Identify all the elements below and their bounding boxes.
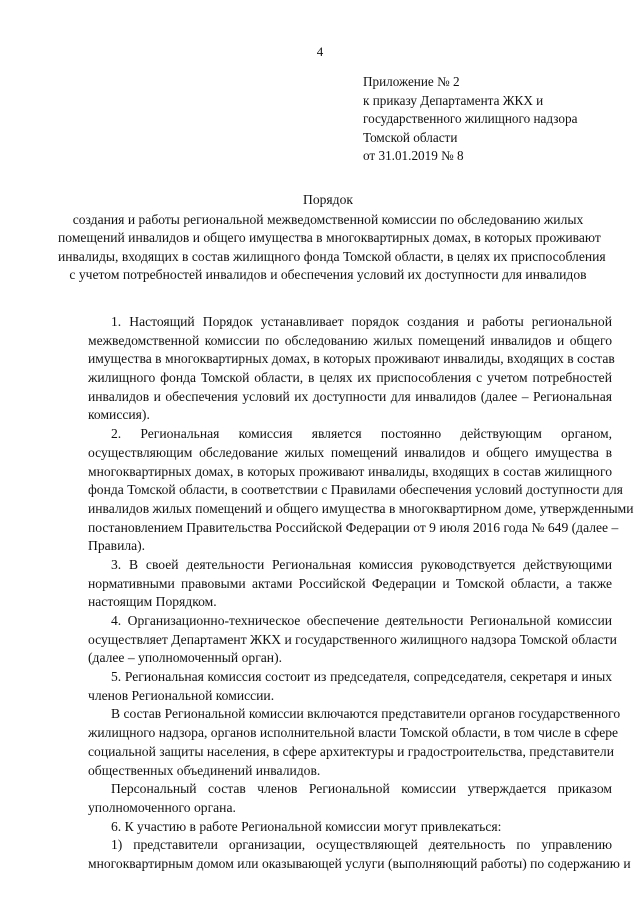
- subtitle-line: с учетом потребностей инвалидов и обеспечения условий их доступности для инвалидов: [69, 266, 587, 282]
- body-line: инвалидов жилых помещений и общего имущества в многоквартирном доме, утвержденными: [88, 500, 634, 516]
- appendix-line: государственного жилищного надзора: [363, 111, 578, 126]
- body-line: инвалидов и обеспечения условий их доступности для инвалидов (далее – Региональная: [88, 388, 612, 404]
- body-line: осуществляющим обследование жилых помещений инвалидов и общего имущества в: [88, 444, 612, 460]
- appendix-block: [363, 73, 577, 166]
- appendix-line: Приложение № 2: [363, 74, 460, 89]
- body-line: 6. К участию в работе Региональной комиссии могут привлекаться:: [111, 818, 502, 834]
- body-line: межведомственной комиссии по обследованию жилых помещений инвалидов и общего: [88, 332, 612, 348]
- body-line: жилищного надзора, органов исполнительной власти Томской области, в том числе в сфере: [88, 725, 619, 741]
- body-line: многоквартирным домом или оказывающей услуги (выполняющий работы) по содержанию и: [88, 855, 631, 871]
- body-line: членов Региональной комиссии.: [88, 687, 275, 703]
- subtitle-line: инвалиды, входящих в состав жилищного фонда Томской области, в целях их приспособления: [58, 248, 606, 264]
- body-line: 4. Организационно-техническое обеспечение деятельности Региональной комиссии: [111, 613, 612, 628]
- body-line: 3. В своей деятельности Региональная комиссия руководствуется действующими: [111, 556, 612, 572]
- body-line: Правила).: [88, 538, 146, 554]
- document-body: [88, 313, 634, 874]
- body-line: 2. Региональная комиссия является постоянно действующим органом,: [111, 426, 612, 442]
- body-line: 1. Настоящий Порядок устанавливает порядок создания и работы региональной: [111, 314, 612, 329]
- title-subtitle: [58, 211, 606, 284]
- body-line: 1) представители организации, осуществляющей деятельность по управлению: [111, 837, 612, 853]
- body-line: социальной защиты населения, в сфере архитектуры и градостроительства, представители: [88, 743, 614, 759]
- body-line: уполномоченного органа.: [88, 799, 236, 815]
- appendix-line: от 31.01.2019 № 8: [363, 148, 464, 163]
- body-line: постановлением Правительства Российской Федерации от 9 июля 2016 года № 649 (далее –: [88, 519, 619, 535]
- page-number: 4: [316, 44, 324, 59]
- body-line: общественных объединений инвалидов.: [88, 762, 321, 778]
- body-line: (далее – уполномоченный орган).: [88, 650, 283, 666]
- body-line: жилищного фонда Томской области, в целях их приспособления с учетом потребностей: [88, 370, 612, 386]
- body-line: имущества в многоквартирных домах, в которых проживают инвалиды, входящих в состав: [88, 351, 615, 367]
- body-line: Персональный состав членов Региональной комиссии утверждается приказом: [111, 781, 612, 797]
- document-title: [58, 191, 606, 284]
- body-line: нормативными правовыми актами Российской Федерации и Томской области, а также: [88, 575, 612, 591]
- body-line: комиссия).: [88, 407, 150, 423]
- body-line: осуществляет Департамент ЖКХ и государственного жилищного надзора Томской области: [88, 631, 617, 647]
- body-line: многоквартирных домах, в которых проживают инвалиды, входящих в состав жилищного: [88, 463, 612, 479]
- subtitle-line: помещений инвалидов и общего имущества в многоквартирных домах, в которых проживают: [58, 230, 601, 246]
- title-heading: Порядок: [303, 192, 353, 207]
- body-line: настоящим Порядком.: [88, 594, 217, 610]
- appendix-line: Томской области: [363, 129, 458, 145]
- body-line: фонда Томской области, в соответствии с Правилами обеспечения условий доступности для: [88, 482, 623, 498]
- body-line: В состав Региональной комиссии включаются представители органов государственного: [111, 706, 621, 722]
- subtitle-line: создания и работы региональной межведомственной комиссии по обследованию жилых: [72, 212, 584, 228]
- body-line: 5. Региональная комиссия состоит из председателя, сопредседателя, секретаря и иных: [111, 669, 612, 685]
- appendix-line: к приказу Департамента ЖКХ и: [363, 92, 544, 108]
